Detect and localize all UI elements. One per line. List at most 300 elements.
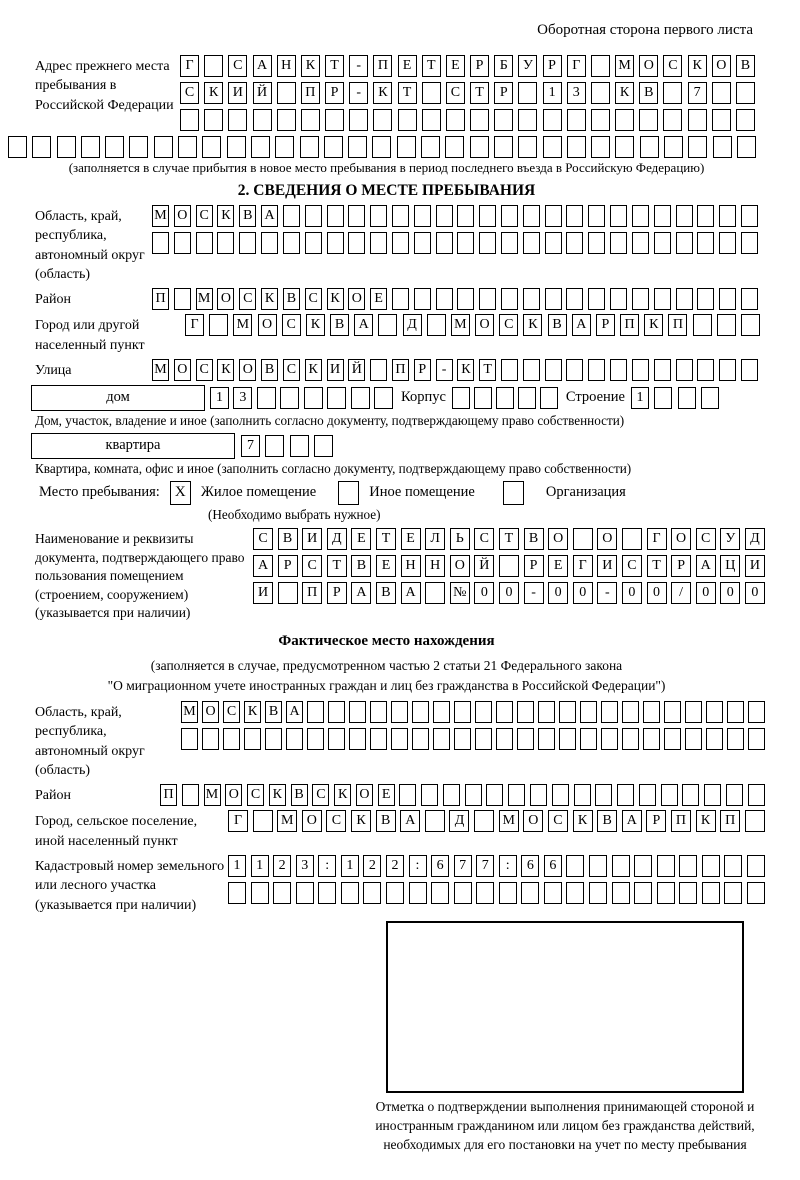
char-cell[interactable] [454,701,471,723]
char-cell[interactable]: 6 [544,855,562,877]
char-cell[interactable]: 1 [228,855,246,877]
char-cell[interactable] [476,882,494,904]
char-cell[interactable] [544,882,562,904]
char-cell[interactable] [719,288,736,310]
char-cell[interactable]: Т [479,359,496,381]
char-cell[interactable]: Т [398,82,417,104]
char-cell[interactable]: О [174,205,191,227]
char-cell[interactable] [433,701,450,723]
char-cell[interactable]: П [668,314,687,336]
char-cell[interactable]: К [217,205,234,227]
char-cell[interactable] [273,882,291,904]
char-cell[interactable] [351,387,370,409]
char-cell[interactable] [523,205,540,227]
char-cell[interactable]: : [409,855,427,877]
char-cell[interactable]: О [475,314,494,336]
char-cell[interactable] [591,136,610,158]
char-cell[interactable]: Р [671,555,691,577]
char-cell[interactable]: К [301,55,320,77]
char-cell[interactable] [370,205,387,227]
char-cell[interactable]: Ц [720,555,740,577]
char-cell[interactable] [580,701,597,723]
char-cell[interactable] [370,359,387,381]
char-cell[interactable]: Е [351,528,371,550]
char-cell[interactable] [610,205,627,227]
char-cell[interactable] [676,232,693,254]
char-cell[interactable]: О [302,810,322,832]
char-cell[interactable]: П [373,55,392,77]
char-cell[interactable] [257,387,276,409]
char-cell[interactable] [470,136,489,158]
char-cell[interactable]: П [152,288,169,310]
char-cell[interactable]: В [597,810,617,832]
char-cell[interactable]: Л [425,528,445,550]
char-cell[interactable] [496,728,513,750]
char-cell[interactable]: Н [401,555,421,577]
char-cell[interactable] [251,136,270,158]
char-cell[interactable] [747,855,765,877]
char-cell[interactable]: О [239,359,256,381]
char-cell[interactable]: С [247,784,264,806]
char-cell[interactable] [217,232,234,254]
char-cell[interactable]: Р [414,359,431,381]
char-cell[interactable]: К [269,784,286,806]
char-cell[interactable]: Ь [450,528,470,550]
char-cell[interactable]: О [258,314,277,336]
char-cell[interactable]: Г [185,314,204,336]
char-cell[interactable] [202,136,221,158]
char-cell[interactable] [349,109,368,131]
char-cell[interactable] [280,387,299,409]
char-cell[interactable]: / [671,582,691,604]
char-cell[interactable]: У [518,55,537,77]
char-cell[interactable]: В [291,784,308,806]
char-cell[interactable] [706,728,723,750]
char-cell[interactable] [530,784,547,806]
char-cell[interactable] [304,387,323,409]
char-cell[interactable]: К [306,314,325,336]
char-cell[interactable]: 7 [454,855,472,877]
char-cell[interactable]: П [392,359,409,381]
char-cell[interactable]: К [457,359,474,381]
char-cell[interactable] [580,728,597,750]
char-cell[interactable]: К [373,82,392,104]
char-cell[interactable]: Д [403,314,422,336]
char-cell[interactable] [688,136,707,158]
char-cell[interactable] [545,232,562,254]
char-cell[interactable]: М [196,288,213,310]
char-cell[interactable]: О [225,784,242,806]
char-cell[interactable]: С [239,288,256,310]
char-cell[interactable] [679,882,697,904]
char-cell[interactable]: Р [596,314,615,336]
char-cell[interactable]: А [253,55,272,77]
char-cell[interactable]: 2 [386,855,404,877]
char-cell[interactable] [178,136,197,158]
char-cell[interactable] [412,728,429,750]
char-cell[interactable]: К [217,359,234,381]
char-cell[interactable]: С [305,288,322,310]
char-cell[interactable] [457,205,474,227]
char-cell[interactable] [713,136,732,158]
char-cell[interactable]: Г [573,555,593,577]
char-cell[interactable] [399,784,416,806]
char-cell[interactable]: С [196,359,213,381]
checkbox-other-premises[interactable] [338,481,359,505]
char-cell[interactable] [349,701,366,723]
char-cell[interactable]: В [376,810,396,832]
char-cell[interactable] [724,882,742,904]
char-cell[interactable] [664,136,683,158]
char-cell[interactable]: 3 [296,855,314,877]
char-cell[interactable] [543,109,562,131]
char-cell[interactable] [591,109,610,131]
char-cell[interactable] [697,359,714,381]
char-cell[interactable] [307,728,324,750]
char-cell[interactable]: О [174,359,191,381]
char-cell[interactable]: Р [327,582,347,604]
char-cell[interactable] [421,784,438,806]
char-cell[interactable] [397,136,416,158]
char-cell[interactable] [678,387,696,409]
char-cell[interactable] [566,359,583,381]
char-cell[interactable] [454,882,472,904]
char-cell[interactable]: Р [278,555,298,577]
char-cell[interactable] [727,701,744,723]
char-cell[interactable]: 0 [622,582,642,604]
char-cell[interactable]: - [349,55,368,77]
char-cell[interactable] [639,784,656,806]
char-cell[interactable] [470,109,489,131]
char-cell[interactable]: В [524,528,544,550]
char-cell[interactable]: А [253,555,273,577]
char-cell[interactable] [595,784,612,806]
char-cell[interactable] [275,136,294,158]
char-cell[interactable] [196,232,213,254]
char-cell[interactable]: 0 [696,582,716,604]
char-cell[interactable]: К [327,288,344,310]
char-cell[interactable] [318,882,336,904]
char-cell[interactable]: О [202,701,219,723]
char-cell[interactable] [566,205,583,227]
char-cell[interactable] [181,728,198,750]
char-cell[interactable]: А [401,582,421,604]
char-cell[interactable]: В [265,701,282,723]
char-cell[interactable]: № [450,582,470,604]
char-cell[interactable]: 0 [499,582,519,604]
char-cell[interactable] [457,232,474,254]
char-cell[interactable] [639,109,658,131]
char-cell[interactable]: 7 [688,82,707,104]
char-cell[interactable] [436,232,453,254]
char-cell[interactable] [632,288,649,310]
char-cell[interactable]: М [233,314,252,336]
char-cell[interactable] [414,205,431,227]
char-cell[interactable]: П [720,810,740,832]
char-cell[interactable]: 2 [363,855,381,877]
char-cell[interactable] [748,701,765,723]
char-cell[interactable]: Г [180,55,199,77]
char-cell[interactable] [591,82,610,104]
char-cell[interactable] [479,288,496,310]
char-cell[interactable]: Т [470,82,489,104]
char-cell[interactable] [588,205,605,227]
char-cell[interactable] [685,728,702,750]
char-cell[interactable] [433,728,450,750]
char-cell[interactable] [741,232,758,254]
char-cell[interactable] [741,205,758,227]
char-cell[interactable] [496,701,513,723]
char-cell[interactable] [566,288,583,310]
char-cell[interactable]: П [160,784,177,806]
char-cell[interactable] [518,387,536,409]
char-cell[interactable] [290,435,309,457]
char-cell[interactable] [589,855,607,877]
char-cell[interactable] [370,728,387,750]
char-cell[interactable]: С [326,810,346,832]
char-cell[interactable] [479,205,496,227]
char-cell[interactable]: Е [398,55,417,77]
char-cell[interactable]: Т [647,555,667,577]
char-cell[interactable] [475,701,492,723]
char-cell[interactable] [425,582,445,604]
char-cell[interactable]: П [301,82,320,104]
char-cell[interactable] [657,855,675,877]
char-cell[interactable] [741,359,758,381]
char-cell[interactable] [436,205,453,227]
char-cell[interactable] [736,82,755,104]
char-cell[interactable]: А [696,555,716,577]
char-cell[interactable] [737,136,756,158]
char-cell[interactable] [654,205,671,227]
char-cell[interactable]: П [302,582,322,604]
char-cell[interactable]: С [223,701,240,723]
char-cell[interactable]: Р [470,55,489,77]
char-cell[interactable]: Й [253,82,272,104]
char-cell[interactable] [622,528,642,550]
char-cell[interactable]: Й [348,359,365,381]
char-cell[interactable] [296,882,314,904]
char-cell[interactable]: Д [449,810,469,832]
char-cell[interactable] [228,882,246,904]
char-cell[interactable]: С [622,555,642,577]
char-cell[interactable] [588,232,605,254]
char-cell[interactable] [228,109,247,131]
char-cell[interactable] [693,314,712,336]
char-cell[interactable] [501,288,518,310]
char-cell[interactable] [521,882,539,904]
char-cell[interactable] [278,582,298,604]
char-cell[interactable]: С [228,55,247,77]
char-cell[interactable]: О [548,528,568,550]
char-cell[interactable] [174,288,191,310]
char-cell[interactable] [457,288,474,310]
char-cell[interactable]: Д [745,528,765,550]
char-cell[interactable] [701,387,719,409]
char-cell[interactable]: И [597,555,617,577]
char-cell[interactable] [745,810,765,832]
char-cell[interactable] [425,810,445,832]
char-cell[interactable] [265,728,282,750]
char-cell[interactable] [501,232,518,254]
char-cell[interactable] [523,232,540,254]
char-cell[interactable] [474,387,492,409]
char-cell[interactable]: Й [474,555,494,577]
char-cell[interactable] [566,882,584,904]
char-cell[interactable]: С [312,784,329,806]
char-cell[interactable]: О [712,55,731,77]
char-cell[interactable] [378,314,397,336]
char-cell[interactable] [307,701,324,723]
char-cell[interactable] [523,288,540,310]
char-cell[interactable] [445,136,464,158]
char-cell[interactable] [663,109,682,131]
char-cell[interactable] [154,136,173,158]
char-cell[interactable]: 6 [521,855,539,877]
char-cell[interactable] [664,728,681,750]
char-cell[interactable] [622,728,639,750]
char-cell[interactable] [277,109,296,131]
char-cell[interactable]: С [499,314,518,336]
char-cell[interactable] [702,882,720,904]
char-cell[interactable] [475,728,492,750]
char-cell[interactable]: 1 [631,387,649,409]
char-cell[interactable]: Г [567,55,586,77]
char-cell[interactable] [204,109,223,131]
char-cell[interactable]: А [351,582,371,604]
char-cell[interactable] [617,784,634,806]
char-cell[interactable] [748,784,765,806]
char-cell[interactable]: - [597,582,617,604]
char-cell[interactable]: О [217,288,234,310]
checkbox-residential[interactable]: X [170,481,191,505]
char-cell[interactable]: У [720,528,740,550]
char-cell[interactable] [634,855,652,877]
char-cell[interactable] [32,136,51,158]
char-cell[interactable]: К [688,55,707,77]
char-cell[interactable] [518,109,537,131]
char-cell[interactable] [712,109,731,131]
checkbox-organization[interactable] [503,481,524,505]
char-cell[interactable] [327,205,344,227]
char-cell[interactable] [615,109,634,131]
char-cell[interactable] [374,387,393,409]
char-cell[interactable]: М [615,55,634,77]
char-cell[interactable] [152,232,169,254]
char-cell[interactable]: А [572,314,591,336]
char-cell[interactable]: А [354,314,373,336]
char-cell[interactable]: К [351,810,371,832]
char-cell[interactable]: 7 [476,855,494,877]
char-cell[interactable] [386,882,404,904]
char-cell[interactable] [588,359,605,381]
char-cell[interactable]: С [196,205,213,227]
char-cell[interactable] [518,82,537,104]
char-cell[interactable]: Е [401,528,421,550]
char-cell[interactable]: С [282,314,301,336]
char-cell[interactable] [688,109,707,131]
char-cell[interactable] [202,728,219,750]
char-cell[interactable]: Н [425,555,445,577]
char-cell[interactable]: : [318,855,336,877]
char-cell[interactable] [427,314,446,336]
char-cell[interactable] [612,882,630,904]
char-cell[interactable] [610,288,627,310]
char-cell[interactable] [348,232,365,254]
apartment-type-box[interactable]: квартира [31,433,235,459]
char-cell[interactable]: Е [378,784,395,806]
char-cell[interactable] [682,784,699,806]
char-cell[interactable]: К [305,359,322,381]
char-cell[interactable] [559,701,576,723]
char-cell[interactable]: А [622,810,642,832]
char-cell[interactable] [391,701,408,723]
char-cell[interactable]: С [253,528,273,550]
char-cell[interactable] [676,288,693,310]
char-cell[interactable] [573,528,593,550]
char-cell[interactable] [697,205,714,227]
char-cell[interactable]: С [180,82,199,104]
char-cell[interactable] [370,701,387,723]
char-cell[interactable]: Т [327,555,347,577]
char-cell[interactable] [741,314,760,336]
char-cell[interactable] [679,855,697,877]
char-cell[interactable] [414,288,431,310]
char-cell[interactable] [654,288,671,310]
char-cell[interactable]: И [228,82,247,104]
char-cell[interactable] [392,232,409,254]
char-cell[interactable] [724,855,742,877]
char-cell[interactable] [174,232,191,254]
char-cell[interactable]: Р [646,810,666,832]
char-cell[interactable]: Е [370,288,387,310]
char-cell[interactable] [632,359,649,381]
char-cell[interactable] [431,882,449,904]
char-cell[interactable] [412,701,429,723]
char-cell[interactable] [57,136,76,158]
char-cell[interactable] [227,136,246,158]
char-cell[interactable]: В [278,528,298,550]
char-cell[interactable]: Б [494,55,513,77]
char-cell[interactable] [697,232,714,254]
char-cell[interactable] [443,784,460,806]
char-cell[interactable] [286,728,303,750]
char-cell[interactable]: Р [524,555,544,577]
char-cell[interactable] [622,701,639,723]
char-cell[interactable] [305,232,322,254]
char-cell[interactable] [454,728,471,750]
char-cell[interactable] [327,387,346,409]
char-cell[interactable] [277,82,296,104]
char-cell[interactable]: 0 [745,582,765,604]
char-cell[interactable] [601,728,618,750]
char-cell[interactable] [349,728,366,750]
char-cell[interactable] [182,784,199,806]
char-cell[interactable]: О [348,288,365,310]
char-cell[interactable] [265,435,284,457]
char-cell[interactable]: 0 [647,582,667,604]
char-cell[interactable]: 0 [573,582,593,604]
char-cell[interactable] [436,288,453,310]
char-cell[interactable] [685,701,702,723]
char-cell[interactable]: В [548,314,567,336]
char-cell[interactable]: А [261,205,278,227]
char-cell[interactable] [567,136,586,158]
char-cell[interactable]: М [152,359,169,381]
char-cell[interactable] [499,555,519,577]
char-cell[interactable] [341,882,359,904]
char-cell[interactable]: И [302,528,322,550]
